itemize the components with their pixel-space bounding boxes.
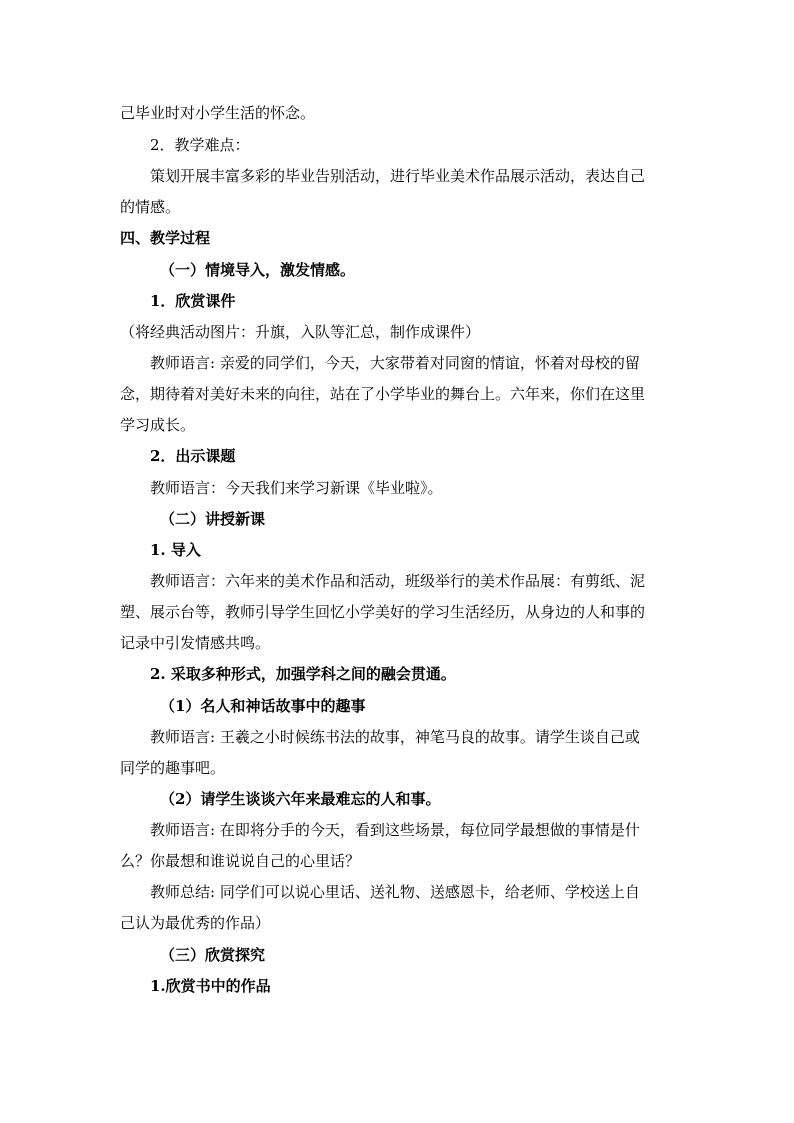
- text-line: 教师语言: 亲爱的同学们，今天，大家带着对同窗的情谊，怀着对母校的留: [150, 354, 640, 372]
- text-line: 己认为最优秀的作品）: [120, 914, 271, 932]
- text-line: 教师语言：六年来的美术作品和活动，班级举行的美术作品展：有剪纸、泥: [150, 572, 646, 590]
- section-heading: 2. 采取多种形式，加强学科之间的融会贯通。: [150, 665, 456, 683]
- section-heading: （三）欣赏探究: [160, 946, 266, 964]
- text-line: 教师语言: 王羲之小时候练书法的故事，神笔马良的故事。请学生谈自己或: [150, 728, 640, 746]
- text-line: 教师语言: 在即将分手的今天，看到这些场景，每位同学最想做的事情是什: [150, 821, 640, 839]
- section-heading: （一）情境导入，激发情感。: [160, 261, 356, 279]
- section-heading: （1）名人和神话故事中的趣事: [160, 697, 366, 715]
- text-line: 策划开展丰富多彩的毕业告别活动，进行毕业美术作品展示活动，表达自己: [150, 167, 646, 185]
- section-heading: 1．欣赏课件: [150, 292, 236, 310]
- section-heading: （2）请学生谈谈六年来最难忘的人和事。: [160, 790, 441, 808]
- section-heading: 2．出示课题: [150, 447, 236, 465]
- section-heading: 1.欣赏书中的作品: [150, 977, 271, 995]
- text-line: 学习成长。: [120, 416, 196, 434]
- section-heading: 1. 导入: [150, 541, 201, 559]
- section-heading: 2．教学难点：: [150, 136, 250, 154]
- text-line: （将经典活动图片：升旗，入队等汇总，制作成课件）: [120, 323, 481, 341]
- text-line: 己毕业时对小学生活的怀念。: [120, 104, 316, 122]
- text-line: 的情感。: [120, 198, 181, 216]
- text-line: 么？你最想和谁说说自己的心里话？: [120, 852, 361, 870]
- text-line: 同学的趣事吧。: [120, 759, 226, 777]
- text-line: 念，期待着对美好未来的向往，站在了小学毕业的舞台上。六年来，你们在这里: [120, 385, 646, 403]
- text-line: 记录中引发情感共鸣。: [120, 634, 271, 652]
- text-line: 塑、展示台等，教师引导学生回忆小学美好的学习生活经历，从身边的人和事的: [120, 603, 646, 621]
- text-line: 教师总结: 同学们可以说心里话、送礼物、送感恩卡，给老师、学校送上自: [150, 883, 640, 901]
- text-line: 教师语言：今天我们来学习新课《毕业啦》。: [150, 479, 443, 497]
- section-heading: 四、教学过程: [120, 229, 211, 247]
- section-heading: （二）讲授新课: [160, 510, 266, 528]
